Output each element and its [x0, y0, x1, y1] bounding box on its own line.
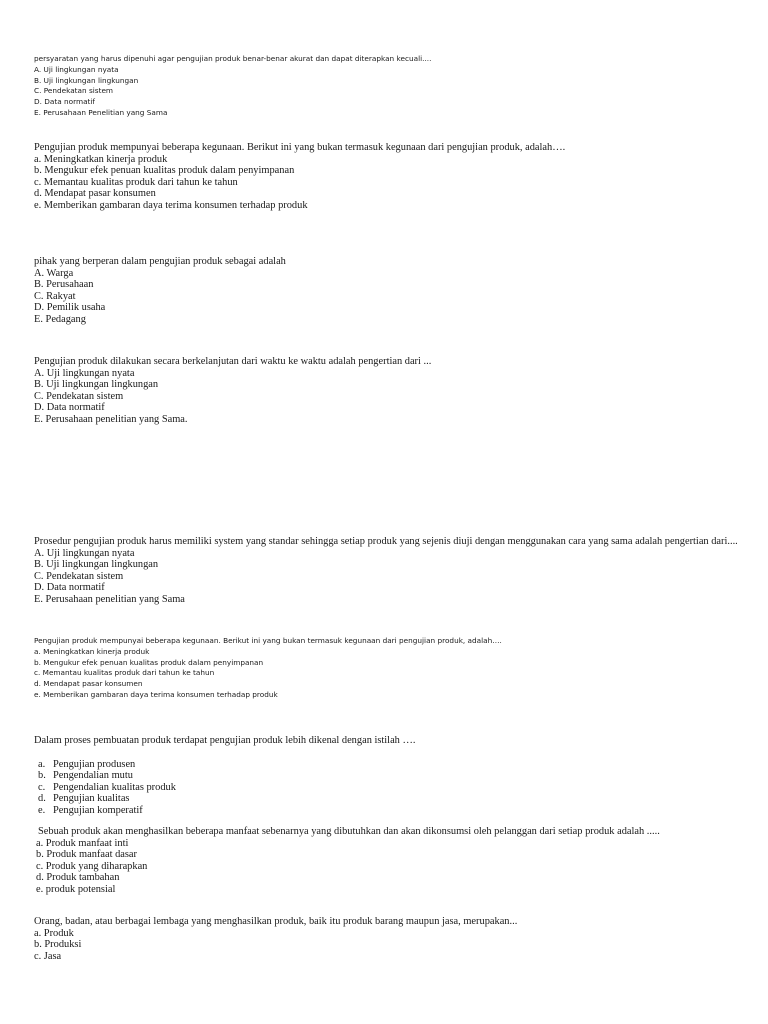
option-b: b. Pengendalian mutu — [38, 770, 133, 781]
option-list — [34, 154, 565, 212]
question-text: Dalam proses pembuatan produk terdapat pengujian produk lebih dikenal dengan istilah …. — [34, 735, 416, 746]
option-a: a. Pengujian produsen — [38, 758, 136, 770]
option-d: D. Data normatif — [34, 402, 105, 413]
question-block-1 — [34, 54, 431, 119]
option-e: E. Perusahaan penelitian yang Sama. — [34, 413, 188, 425]
option-list — [34, 268, 286, 326]
option-a: a. Produk — [34, 927, 74, 939]
question-block-5 — [34, 536, 738, 605]
option-list — [34, 838, 660, 896]
option-d: D. Data normatif — [34, 97, 95, 107]
option-a: A. Uji lingkungan nyata — [34, 64, 119, 74]
question-block-9 — [34, 916, 517, 962]
option-b: B. Perusahaan — [34, 279, 94, 290]
option-c: C. Pendekatan sistem — [34, 390, 124, 402]
option-b: B. Uji lingkungan lingkungan — [34, 559, 159, 570]
option-c: c. Memantau kualitas produk dari tahun ke tahun — [34, 176, 238, 188]
option-d: d. Produk tambahan — [36, 872, 120, 883]
question-text: Prosedur pengujian produk harus memiliki system yang standar sehingga setiap produk yang sejenis diuji dengan menggunakan cara yang sama adalah pengertian dari.... — [34, 536, 738, 547]
option-list — [34, 65, 431, 119]
option-c: c. Produk yang diharapkan — [36, 860, 148, 872]
question-block-3 — [34, 256, 286, 325]
question-block-4 — [34, 356, 431, 425]
question-text: Sebuah produk akan menghasilkan beberapa manfaat sebenarnya yang dibutuhkan dan akan dikonsumsi oleh pelanggan dari setiap produk adalah ..... — [38, 826, 660, 837]
option-c: c. Pengendalian kualitas produk — [38, 781, 176, 793]
option-e: E. Pedagang — [34, 313, 86, 325]
option-d: d. Mendapat pasar konsumen — [34, 679, 143, 689]
option-d: d. Mendapat pasar konsumen — [34, 188, 156, 199]
option-b: B. Uji lingkungan lingkungan — [34, 379, 159, 390]
question-text: Pengujian produk dilakukan secara berkelanjutan dari waktu ke waktu adalah pengertian dari ... — [34, 356, 432, 367]
option-a: A. Warga — [34, 267, 74, 279]
option-b: b. Mengukur efek penuan kualitas produk dalam penyimpanan — [34, 657, 264, 667]
option-a: A. Uji lingkungan nyata — [34, 367, 135, 379]
option-e: e. produk potensial — [36, 883, 116, 895]
question-block-6 — [34, 636, 502, 701]
option-a: a. Meningkatkan kinerja produk — [34, 646, 150, 656]
option-a: a. Produk manfaat inti — [36, 837, 129, 849]
option-b: b. Mengukur efek penuan kualitas produk dalam penyimpanan — [34, 165, 295, 176]
option-list — [34, 647, 502, 701]
option-c: c. Memantau kualitas produk dari tahun ke tahun — [34, 668, 215, 678]
option-list — [34, 368, 431, 426]
option-c: C. Rakyat — [34, 290, 76, 302]
option-list — [34, 759, 415, 817]
option-e: E. Perusahaan penelitian yang Sama — [34, 593, 185, 605]
option-b: B. Uji lingkungan lingkungan — [34, 75, 139, 85]
option-c: c. Jasa — [34, 950, 62, 962]
option-e: e. Memberikan gambaran daya terima konsumen terhadap produk — [34, 689, 278, 699]
question-text: Pengujian produk mempunyai beberapa kegunaan. Berikut ini yang bukan termasuk kegunaan dari pengujian produk, adalah…. — [34, 142, 566, 153]
question-text: pihak yang berperan dalam pengujian produk sebagai adalah — [34, 256, 286, 267]
option-e: E. Perusahaan Penelitian yang Sama — [34, 107, 168, 117]
option-b: b. Produksi — [34, 939, 82, 950]
option-d: D. Pemilik usaha — [34, 302, 106, 313]
question-text: Orang, badan, atau berbagai lembaga yang menghasilkan produk, baik itu produk barang maupun jasa, merupakan... — [34, 916, 518, 927]
question-block-8 — [34, 826, 660, 895]
option-c: C. Pendekatan sistem — [34, 86, 114, 96]
question-block-2 — [34, 142, 565, 211]
option-e: e. Memberikan gambaran daya terima konsumen terhadap produk — [34, 199, 308, 211]
option-d: D. Data normatif — [34, 582, 105, 593]
option-e: e. Pengujian komperatif — [38, 804, 143, 816]
question-text: Pengujian produk mempunyai beberapa kegunaan. Berikut ini yang bukan termasuk kegunaan dari pengujian produk, adalah…. — [34, 636, 502, 645]
option-list — [34, 928, 517, 963]
option-a: A. Uji lingkungan nyata — [34, 547, 135, 559]
option-c: C. Pendekatan sistem — [34, 570, 124, 582]
option-b: b. Produk manfaat dasar — [36, 849, 137, 860]
option-a: a. Meningkatkan kinerja produk — [34, 153, 168, 165]
option-d: d. Pengujian kualitas — [38, 793, 130, 804]
option-list — [34, 548, 738, 606]
question-text: persyaratan yang harus dipenuhi agar pengujian produk benar-benar akurat dan dapat diterapkan kecuali.... — [34, 54, 432, 63]
question-block-7 — [34, 735, 415, 816]
